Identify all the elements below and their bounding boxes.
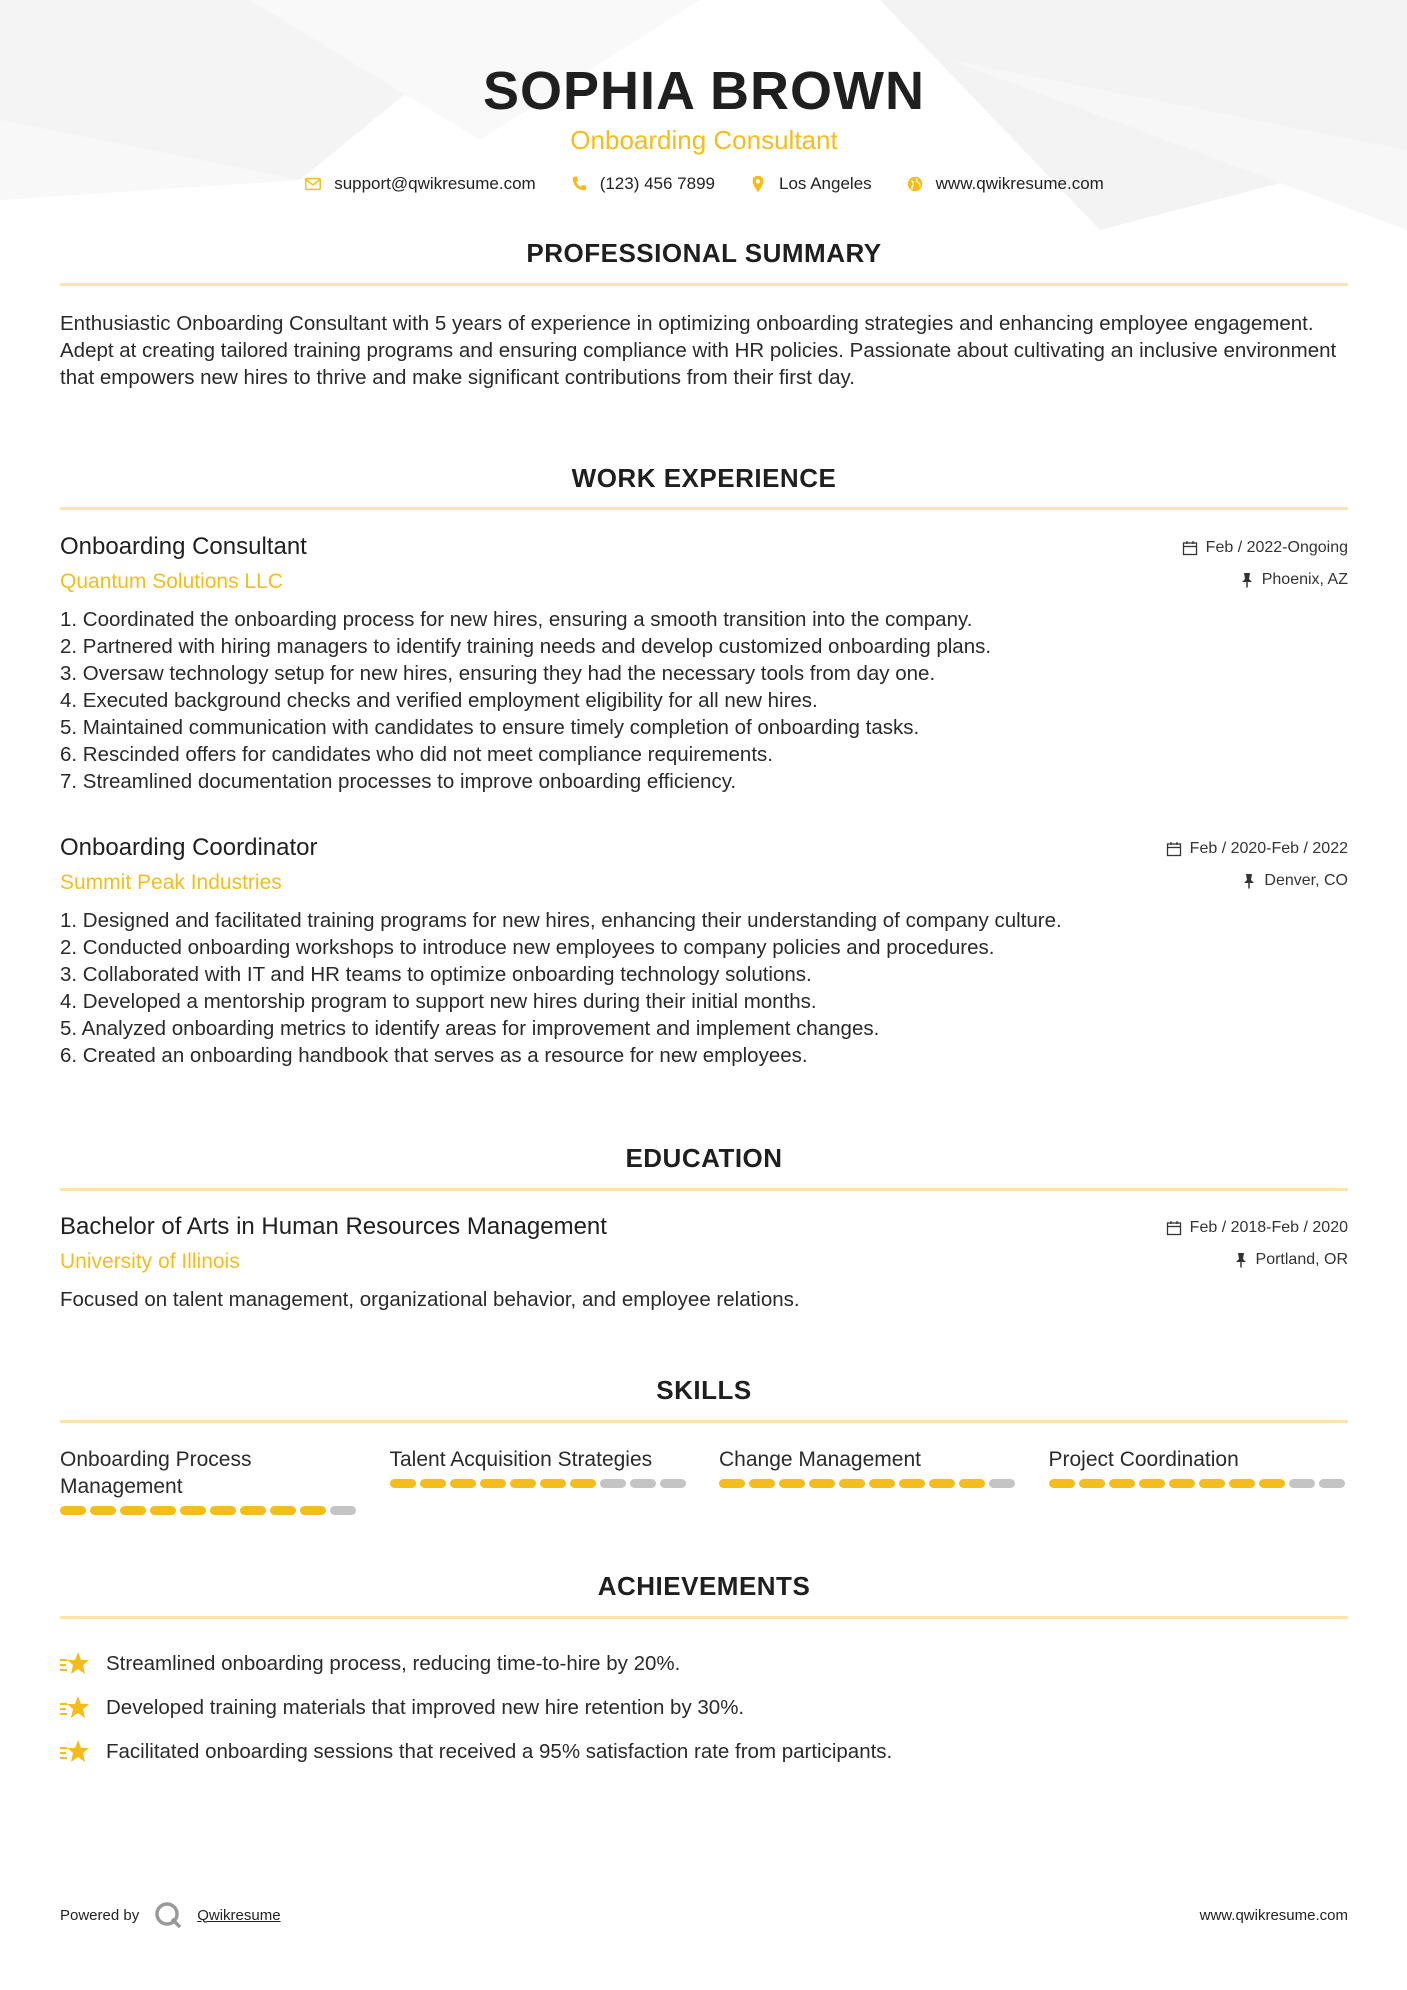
skill-rating-segment (600, 1479, 626, 1488)
skill-rating-segment (660, 1479, 686, 1488)
list-item: 3. Collaborated with IT and HR teams to optimize onboarding technology solutions. (60, 963, 812, 986)
calendar-icon (1166, 841, 1182, 857)
skill-rating-segment (1259, 1479, 1285, 1488)
star-icon (60, 1737, 90, 1767)
skill-rating-segment (510, 1479, 536, 1488)
degree-title: Bachelor of Arts in Human Resources Management (60, 1213, 607, 1240)
skill-name: Project Coordination (1048, 1448, 1239, 1471)
list-item: 4. Executed background checks and verified employment eligibility for all new hires. (60, 689, 818, 712)
skill-rating-segment (240, 1506, 266, 1515)
skill-rating-bar (60, 1506, 360, 1515)
section-title-skills: SKILLS (656, 1375, 752, 1405)
list-item: 3. Oversaw technology setup for new hires, ensuring they had the necessary tools from day one. (60, 662, 936, 685)
job-dates-text: Feb / 2020-Feb / 2022 (1189, 840, 1348, 857)
contact-bar (60, 174, 1348, 194)
skill-item (719, 1446, 1019, 1515)
job-location-text: Phoenix, AZ (1261, 571, 1348, 588)
achievement-item (60, 1686, 1348, 1730)
skill-rating-segment (180, 1506, 206, 1515)
section-title-summary: PROFESSIONAL SUMMARY (526, 238, 882, 268)
list-item: 6. Rescinded offers for candidates who did not meet compliance requirements. (60, 743, 773, 766)
job-dates-text: Feb / 2022-Ongoing (1205, 539, 1348, 556)
envelope-icon (304, 175, 322, 193)
section-title-experience: WORK EXPERIENCE (571, 463, 837, 493)
skill-rating-segment (1229, 1479, 1255, 1488)
education-dates-text: Feb / 2018-Feb / 2020 (1189, 1219, 1348, 1236)
candidate-title: Onboarding Consultant (570, 125, 838, 155)
list-item: 2. Conducted onboarding workshops to introduce new employees to company policies and procedures. (60, 936, 995, 959)
resume-page (60, 0, 1348, 1990)
powered-by-label: Powered by (60, 1906, 140, 1924)
qwikresume-logo-icon (153, 1900, 183, 1930)
skill-rating-segment (1109, 1479, 1135, 1488)
candidate-name: SOPHIA BROWN (483, 61, 925, 121)
skill-rating-segment (809, 1479, 835, 1488)
calendar-icon (1182, 540, 1198, 556)
contact-email[interactable] (304, 174, 536, 194)
skill-rating-segment (1139, 1479, 1165, 1488)
summary-text: Enthusiastic Onboarding Consultant with 5 years of experience in optimizing onboarding strategies and enhancing employee engagement. Adept at creating tailored training programs and ensuring compliance with HR policies. Passionate about cultivating an inclusive environment that empowers new hires to thrive and make significant contributions from their first day. (60, 312, 1337, 389)
job-bullets (60, 907, 1348, 1069)
list-item: 1. Designed and facilitated training programs for new hires, enhancing their understanding of company culture. (60, 909, 1062, 932)
job-location-text: Denver, CO (1264, 872, 1348, 889)
brand-link[interactable]: Qwikresume (197, 1906, 281, 1924)
pushpin-icon (1234, 1252, 1248, 1268)
job-location (1166, 871, 1348, 891)
skill-rating-segment (300, 1506, 326, 1515)
job-company: Summit Peak Industries (60, 871, 282, 894)
achievement-text: Facilitated onboarding sessions that received a 95% satisfaction rate from participants. (106, 1740, 893, 1763)
pushpin-icon (1240, 572, 1254, 588)
job-entry (60, 833, 1348, 1069)
location-text: Los Angeles (779, 174, 872, 193)
skill-rating-segment (749, 1479, 775, 1488)
job-dates (1182, 538, 1348, 558)
job-title: Onboarding Consultant (60, 533, 307, 560)
skill-rating-segment (1049, 1479, 1075, 1488)
skill-rating-segment (150, 1506, 176, 1515)
phone-text: (123) 456 7899 (599, 174, 716, 193)
skill-rating-segment (120, 1506, 146, 1515)
list-item: 7. Streamlined documentation processes to improve onboarding efficiency. (60, 770, 737, 793)
job-meta (1182, 538, 1348, 590)
skill-rating-bar (390, 1479, 690, 1488)
skill-item (390, 1446, 690, 1515)
globe-icon (906, 175, 924, 193)
skill-rating-segment (839, 1479, 865, 1488)
skill-rating-bar (1049, 1479, 1349, 1488)
skill-rating-segment (630, 1479, 656, 1488)
job-company: Quantum Solutions LLC (60, 570, 283, 593)
map-pin-icon (749, 175, 767, 193)
job-title: Onboarding Coordinator (60, 834, 318, 861)
job-entry (60, 532, 1348, 795)
education-dates (1166, 1218, 1348, 1238)
skill-rating-segment (959, 1479, 985, 1488)
skill-rating-segment (210, 1506, 236, 1515)
pushpin-icon (1242, 873, 1256, 889)
skill-rating-segment (60, 1506, 86, 1515)
education-entry (60, 1212, 1348, 1313)
education-location (1166, 1250, 1348, 1270)
job-location (1182, 570, 1348, 590)
phone-icon (570, 175, 588, 193)
resume-header (60, 58, 1348, 194)
achievement-text: Streamlined onboarding process, reducing time-to-hire by 20%. (106, 1652, 681, 1675)
skills-grid (60, 1446, 1348, 1515)
job-dates (1166, 839, 1348, 859)
list-item: 4. Developed a mentorship program to support new hires during their initial months. (60, 990, 817, 1013)
skill-rating-segment (1079, 1479, 1105, 1488)
job-meta (1166, 839, 1348, 891)
website-text: www.qwikresume.com (935, 174, 1104, 193)
skill-item (1049, 1446, 1349, 1515)
skill-rating-segment (719, 1479, 745, 1488)
footer-website[interactable]: www.qwikresume.com (1199, 1906, 1348, 1924)
skill-rating-segment (1169, 1479, 1195, 1488)
email-text: support@qwikresume.com (334, 174, 536, 193)
list-item: 5. Maintained communication with candidates to ensure timely completion of onboarding tasks. (60, 716, 920, 739)
section-divider (60, 1420, 1348, 1423)
skill-rating-segment (270, 1506, 296, 1515)
skill-rating-segment (779, 1479, 805, 1488)
skill-rating-segment (989, 1479, 1015, 1488)
list-item: 5. Analyzed onboarding metrics to identify areas for improvement and implement changes. (60, 1017, 880, 1040)
achievement-item (60, 1642, 1348, 1686)
star-icon (60, 1693, 90, 1723)
calendar-icon (1166, 1220, 1182, 1236)
skill-rating-segment (1199, 1479, 1225, 1488)
list-item: 2. Partnered with hiring managers to identify training needs and develop customized onboarding plans. (60, 635, 992, 658)
education-location-text: Portland, OR (1255, 1251, 1348, 1268)
skill-rating-segment (90, 1506, 116, 1515)
star-icon (60, 1649, 90, 1679)
contact-phone[interactable] (570, 174, 715, 194)
skill-rating-segment (540, 1479, 566, 1488)
section-divider (60, 1188, 1348, 1191)
skill-rating-segment (420, 1479, 446, 1488)
section-title-education: EDUCATION (625, 1143, 783, 1173)
achievements-list (60, 1642, 1348, 1774)
school-name: University of Illinois (60, 1250, 240, 1273)
skill-rating-segment (330, 1506, 356, 1515)
section-divider (60, 1616, 1348, 1619)
list-item: 1. Coordinated the onboarding process for new hires, ensuring a smooth transition into the company. (60, 608, 973, 631)
contact-website[interactable] (906, 174, 1104, 194)
job-bullets (60, 606, 1348, 795)
achievement-text: Developed training materials that improved new hire retention by 30%. (106, 1696, 745, 1719)
skill-rating-segment (1289, 1479, 1315, 1488)
skill-name: Onboarding Process Management (60, 1448, 252, 1498)
skill-rating-segment (450, 1479, 476, 1488)
skill-rating-segment (899, 1479, 925, 1488)
contact-location (749, 174, 872, 194)
skill-name: Change Management (719, 1448, 921, 1471)
skill-item (60, 1446, 360, 1515)
skill-rating-segment (570, 1479, 596, 1488)
section-divider (60, 507, 1348, 510)
education-description: Focused on talent management, organizational behavior, and employee relations. (60, 1288, 800, 1311)
powered-by (60, 1900, 281, 1930)
list-item: 6. Created an onboarding handbook that serves as a resource for new employees. (60, 1044, 808, 1067)
skill-rating-segment (1319, 1479, 1345, 1488)
skill-name: Talent Acquisition Strategies (389, 1448, 653, 1471)
section-title-achievements: ACHIEVEMENTS (597, 1571, 811, 1601)
skill-rating-segment (480, 1479, 506, 1488)
skill-rating-segment (390, 1479, 416, 1488)
achievement-item (60, 1730, 1348, 1774)
page-footer (60, 1900, 1348, 1930)
education-meta (1166, 1218, 1348, 1270)
skill-rating-bar (719, 1479, 1019, 1488)
skill-rating-segment (869, 1479, 895, 1488)
section-divider (60, 283, 1348, 286)
skill-rating-segment (929, 1479, 955, 1488)
